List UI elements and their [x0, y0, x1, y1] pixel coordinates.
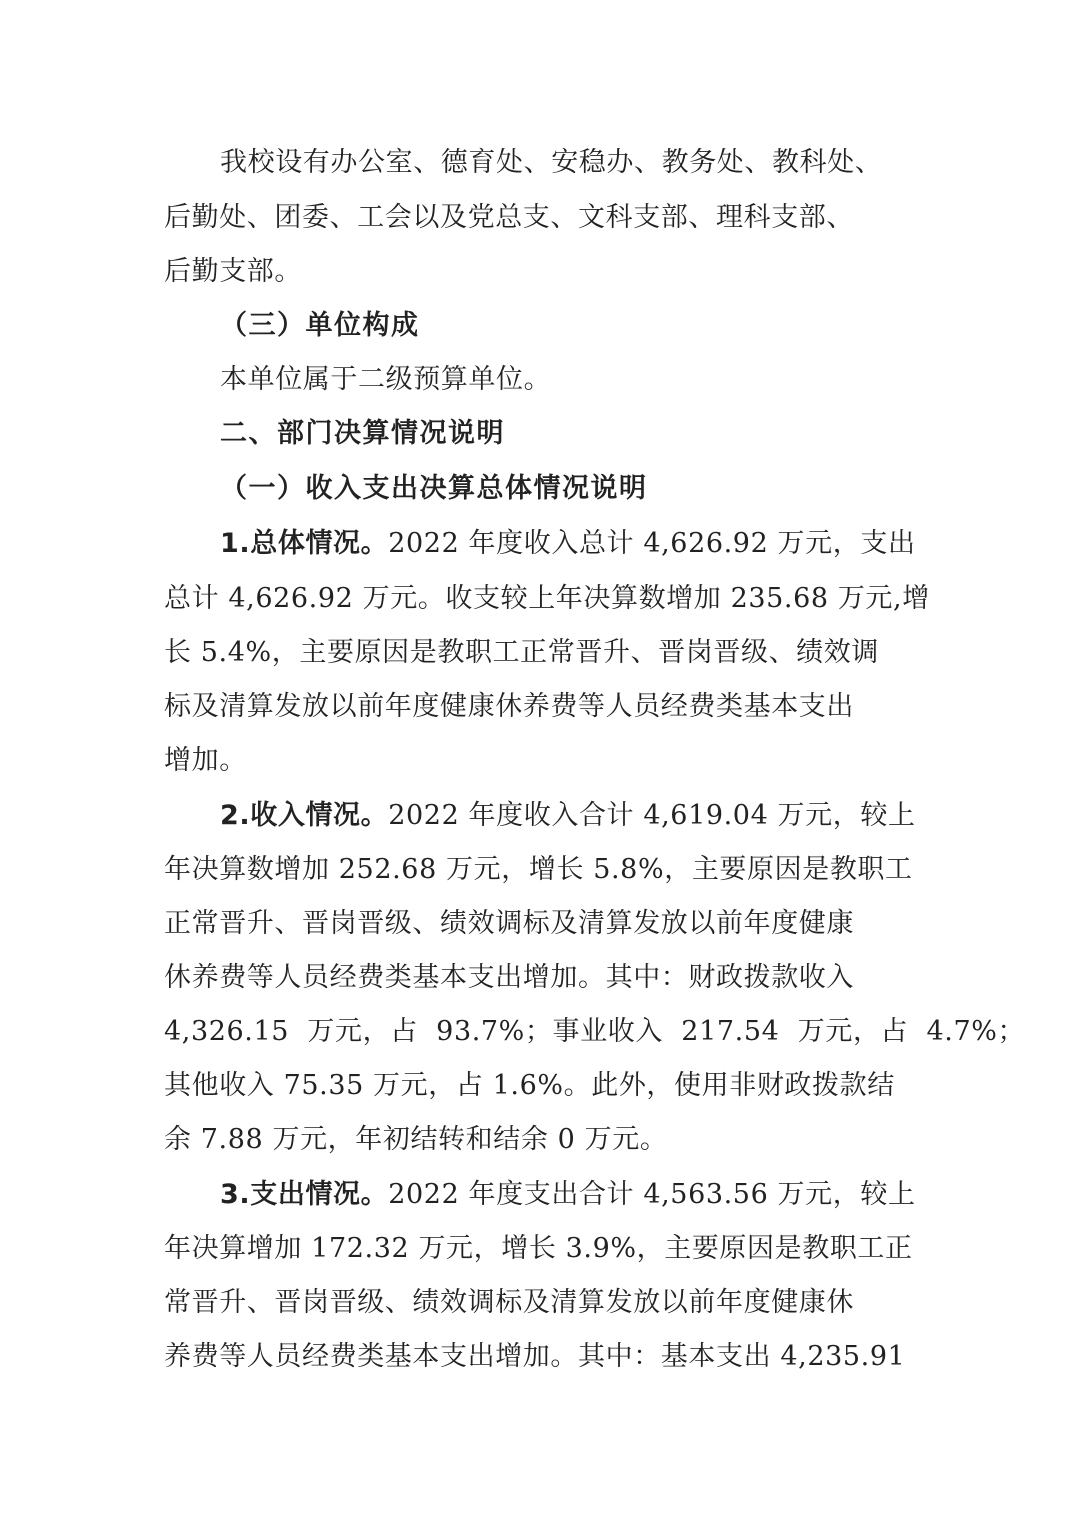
para1-line: 总计 4,626.92 万元。收支较上年决算数增加 235.68 万元,增	[164, 583, 930, 614]
section-two-subheading: （一）收入支出决算总体情况说明	[220, 473, 648, 504]
para3-line: 年决算增加 172.32 万元，增长 3.9%，主要原因是教职工正	[164, 1233, 913, 1264]
unit-section-heading: （三）单位构成	[220, 310, 420, 341]
para2-line: 休养费等人员经费类基本支出增加。其中：财政拨款收入	[164, 962, 854, 993]
para2-line: 正常晋升、晋岗晋级、绩效调标及清算发放以前年度健康	[164, 908, 854, 939]
para1-first-line	[220, 527, 916, 561]
para1-line: 增加。	[164, 745, 247, 776]
para1-first-text: 2022 年度收入总计 4,626.92 万元，支出	[388, 528, 916, 559]
para2-line: 余 7.88 万元，年初结转和结余 0 万元。	[164, 1124, 668, 1155]
intro-line: 后勤支部。	[164, 256, 302, 287]
para2-first-line	[220, 799, 916, 833]
para3-line: 常晋升、晋岗晋级、绩效调标及清算发放以前年度健康休	[164, 1287, 854, 1318]
para3-first-line	[220, 1178, 916, 1212]
section-two-heading: 二、部门决算情况说明	[220, 418, 505, 449]
para2-line: 年决算数增加 252.68 万元，增长 5.8%，主要原因是教职工	[164, 854, 913, 885]
para2-line: 4,326.15 万元，占 93.7%；事业收入 217.54 万元，占 4.7%；	[164, 1016, 1026, 1047]
para1-lead: 1.总体情况。	[220, 528, 389, 559]
para2-first-text: 2022 年度收入合计 4,619.04 万元，较上	[388, 800, 916, 831]
para3-first-text: 2022 年度支出合计 4,563.56 万元，较上	[388, 1179, 916, 1210]
unit-section-text: 本单位属于二级预算单位。	[220, 364, 552, 395]
para3-lead: 3.支出情况。	[220, 1179, 389, 1210]
para1-line: 长 5.4%，主要原因是教职工正常晋升、晋岗晋级、绩效调	[164, 637, 879, 668]
intro-line: 后勤处、团委、工会以及党总支、文科支部、理科支部、	[164, 202, 854, 233]
para2-lead: 2.收入情况。	[220, 800, 389, 831]
intro-line: 我校设有办公室、德育处、安稳办、教务处、教科处、	[220, 147, 883, 178]
para3-line: 养费等人员经费类基本支出增加。其中：基本支出 4,235.91	[164, 1341, 906, 1372]
para1-line: 标及清算发放以前年度健康休养费等人员经费类基本支出	[164, 691, 854, 722]
para2-line: 其他收入 75.35 万元，占 1.6%。此外，使用非财政拨款结	[164, 1070, 895, 1101]
